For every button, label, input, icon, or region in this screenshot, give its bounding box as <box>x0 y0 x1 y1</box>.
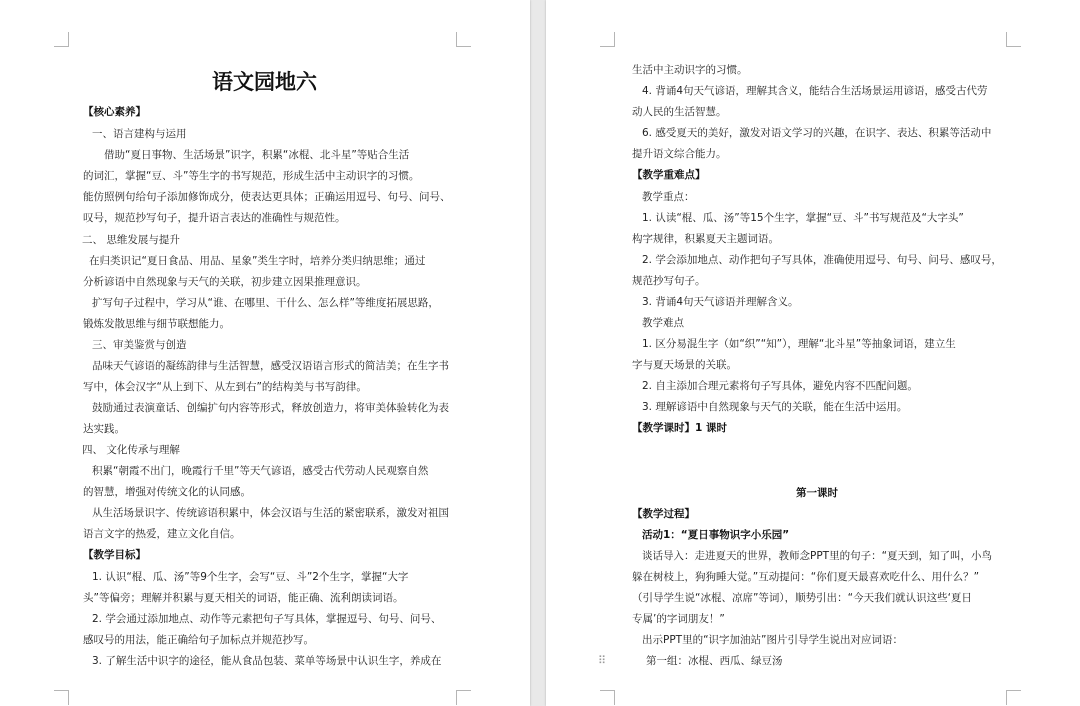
text-line: 的词汇，掌握“豆、斗”等生字的书写规范，形成生活中主动识字的习惯。 <box>83 170 420 182</box>
text-line: 感叹号的用法，能正确给句子加标点并规范抄写。 <box>83 634 314 646</box>
text-line: 鼓励通过表演童话、创编扩句内容等形式，释放创造力，将审美体验转化为表 <box>92 402 449 414</box>
text-line: 二、 思维发展与提升 <box>82 234 180 246</box>
document-title: 语文园地六 <box>212 69 317 94</box>
text-line: 扩写句子过程中，学习从“谁、在哪里、干什么、怎么样”等维度拓展思路， <box>92 297 439 309</box>
crop-mark <box>54 32 69 47</box>
text-line: 教学难点 <box>642 317 684 329</box>
text-line: 头”等偏旁；理解并积累与夏天相关的词语，能正确、流利朗读词语。 <box>83 592 404 604</box>
document-page-left <box>0 0 530 706</box>
crop-mark <box>456 690 471 705</box>
text-line: 谈话导入：走进夏天的世界，教师念PPT里的句子：“夏天到，知了叫，小鸟 <box>642 550 993 562</box>
text-line: 教学重点： <box>642 191 695 203</box>
text-line: 3. 背诵4句天气谚语并理解含义。 <box>642 296 799 308</box>
text-line: 在归类识记“夏日食品、用品、星象”类生字时，培养分类归纳思维；通过 <box>89 255 426 267</box>
lesson-heading: 第一课时 <box>796 487 838 499</box>
text-line: 动人民的生活智慧。 <box>632 106 727 118</box>
text-line: 叹号，规范抄写句子，提升语言表达的准确性与规范性。 <box>83 212 346 224</box>
text-line: 构字规律，积累夏天主题词语。 <box>632 233 779 245</box>
text-line: 【核心素养】 <box>83 106 146 118</box>
text-line: 3. 了解生活中识字的途径，能从食品包装、菜单等场景中认识生字，养成在 <box>92 655 442 667</box>
text-line: 积累“朝霞不出门，晚霞行千里”等天气谚语，感受古代劳动人民观察自然 <box>92 465 429 477</box>
text-line: 4. 背诵4句天气谚语，理解其含义，能结合生活场景运用谚语，感受古代劳 <box>642 85 988 97</box>
text-line: 的智慧，增强对传统文化的认同感。 <box>83 486 251 498</box>
text-line: 三、审美鉴赏与创造 <box>92 339 187 351</box>
text-line: 写中，体会汉字“从上到下、从左到右”的结构美与书写韵律。 <box>83 381 367 393</box>
text-line: 分析谚语中自然现象与天气的关联，初步建立因果推理意识。 <box>83 276 367 288</box>
crop-mark <box>1006 690 1021 705</box>
text-line: 【教学课时】1 课时 <box>632 422 727 434</box>
text-line: 出示PPT里的“识字加油站”图片引导学生说出对应词语： <box>642 634 903 646</box>
text-line: 能仿照例句给句子添加修饰成分，使表达更具体；正确运用逗号、句号、问号、 <box>83 191 451 203</box>
text-line: 生活中主动识字的习惯。 <box>632 64 748 76</box>
text-line: 2. 学会通过添加地点、动作等元素把句子写具体，掌握逗号、句号、问号、 <box>92 613 442 625</box>
text-line: 1. 认识“棍、瓜、汤”等9个生字，会写“豆、斗”2个生字，掌握“大字 <box>92 571 409 583</box>
text-line: 躲在树枝上，狗狗睡大觉。”互动提问：“你们夏天最喜欢吃什么、用什么？” <box>632 571 980 583</box>
text-line: 达实践。 <box>83 423 125 435</box>
text-line: 6. 感受夏天的美好，激发对语文学习的兴趣，在识字、表达、积累等活动中 <box>642 127 992 139</box>
text-line: （引导学生说“冰棍、凉席”等词），顺势引出：“今天我们就认识这些‘夏日 <box>632 592 972 604</box>
document-page-right <box>546 0 1080 706</box>
text-line: 规范抄写句子。 <box>632 275 706 287</box>
text-line: 【教学重难点】 <box>632 169 706 181</box>
text-line: 【教学目标】 <box>83 549 146 561</box>
text-line: 【教学过程】 <box>632 508 695 520</box>
text-line: 锻炼发散思维与细节联想能力。 <box>83 318 230 330</box>
text-line: 活动1：“夏日事物识字小乐园” <box>642 529 790 541</box>
crop-mark <box>1006 32 1021 47</box>
text-line: 提升语文综合能力。 <box>632 148 727 160</box>
text-line: 第一组：冰棍、西瓜、绿豆汤 <box>646 655 783 667</box>
text-line: 一、语言建构与运用 <box>92 128 187 140</box>
text-line: 字与夏天场景的关联。 <box>632 359 737 371</box>
text-line: 专属’的字词朋友！” <box>632 613 725 625</box>
text-line: 1. 区分易混生字（如“织”“知”），理解“北斗星”等抽象词语，建立生 <box>642 338 956 350</box>
text-line: 从生活场景识字、传统谚语积累中，体会汉语与生活的紧密联系，激发对祖国 <box>92 507 449 519</box>
crop-mark <box>54 690 69 705</box>
text-line: 语言文字的热爱，建立文化自信。 <box>83 528 241 540</box>
drag-handle-icon[interactable]: ⠿ <box>598 654 606 667</box>
text-line: 3. 理解谚语中自然现象与天气的关联，能在生活中运用。 <box>642 401 908 413</box>
crop-mark <box>600 690 615 705</box>
text-line: 2. 自主添加合理元素将句子写具体，避免内容不匹配问题。 <box>642 380 918 392</box>
text-line: 四、 文化传承与理解 <box>82 444 180 456</box>
crop-mark <box>600 32 615 47</box>
text-line: 借助“夏日事物、生活场景”识字，积累“冰棍、北斗星”等贴合生活 <box>104 149 410 161</box>
text-line: 2. 学会添加地点、动作把句子写具体，准确使用逗号、句号、问号、感叹号， <box>642 254 1002 266</box>
text-line: 1. 认读“棍、瓜、汤”等15个生字，掌握“豆、斗”书写规范及“大字头” <box>642 212 964 224</box>
text-line: 品味天气谚语的凝练韵律与生活智慧，感受汉语语言形式的简洁美；在生字书 <box>92 360 449 372</box>
crop-mark <box>456 32 471 47</box>
